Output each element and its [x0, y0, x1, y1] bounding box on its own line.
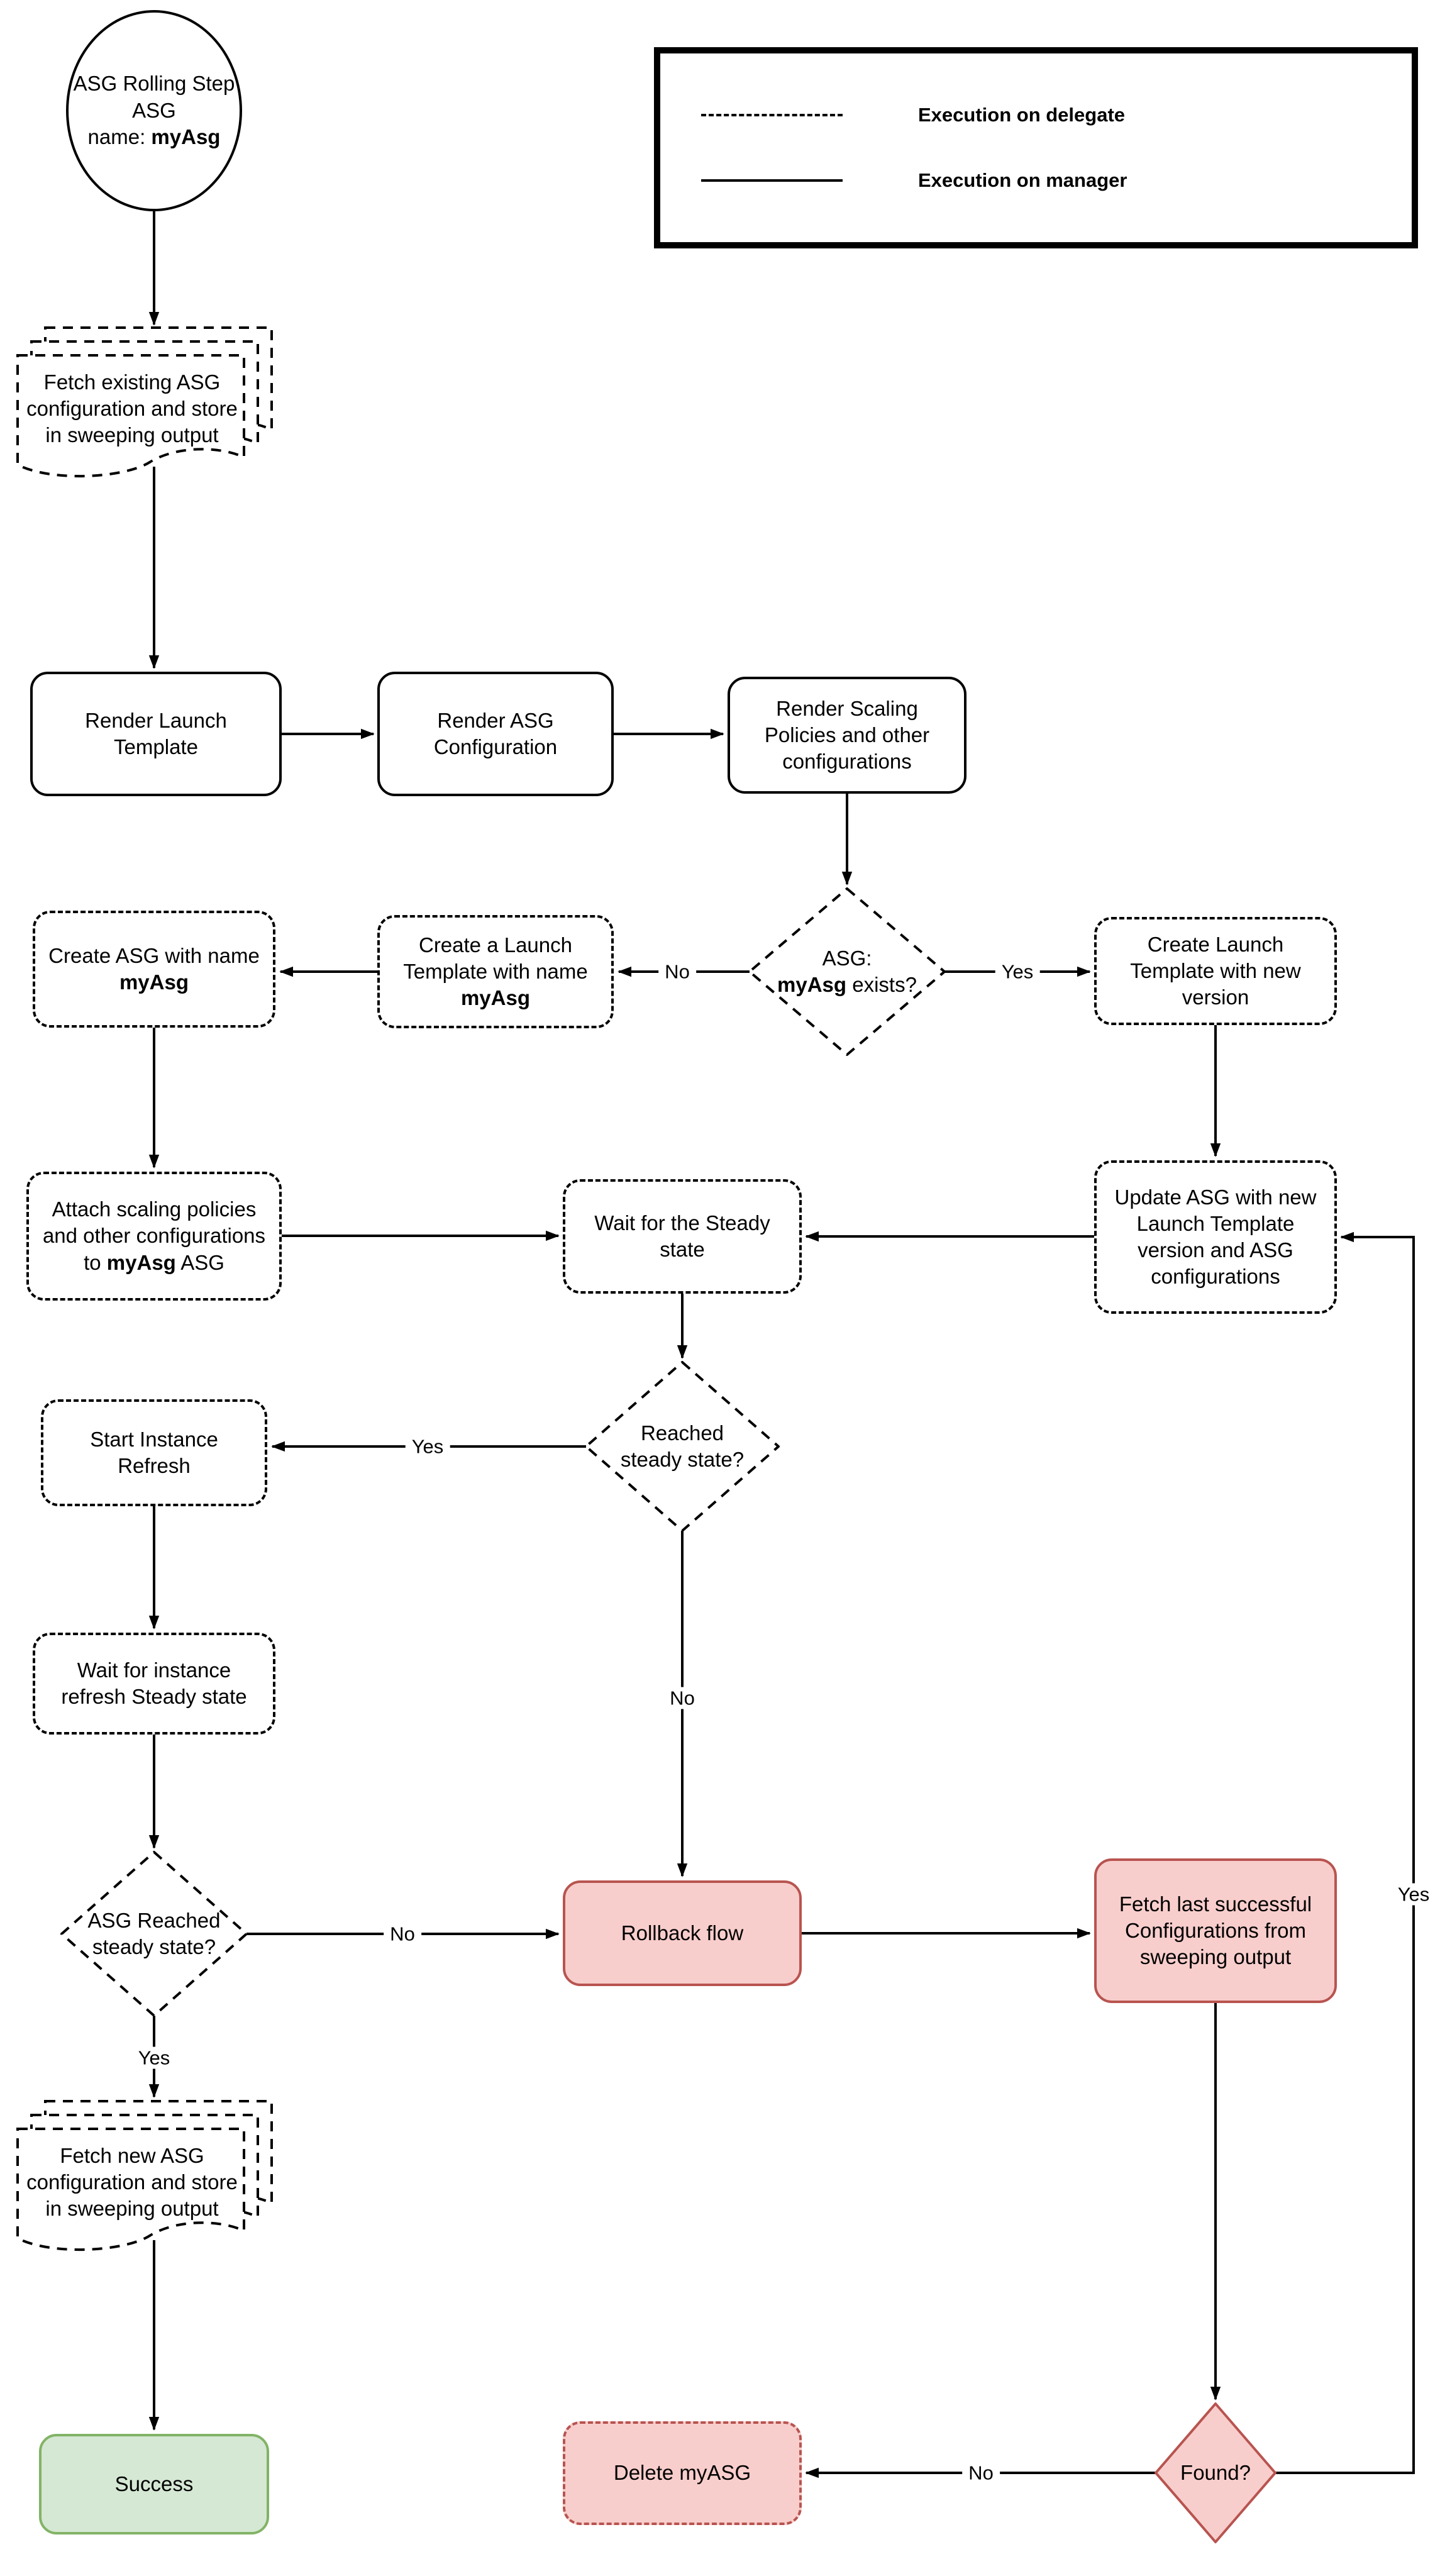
fetch-new-asg-node: Fetch new ASG configuration and store in sweeping output [26, 2143, 238, 2221]
edge-label-asg-reached-yes: Yes [132, 2047, 177, 2069]
fetch-new-doc-front [18, 2129, 244, 2250]
edge-label-found-yes: Yes [1392, 1884, 1436, 1906]
wait-instance-refresh-node: Wait for instance refresh Steady state [33, 1633, 275, 1735]
fetch-existing-doc-front [18, 355, 244, 476]
diamond-asg-reached-steady [62, 1852, 246, 2016]
render-asg-config-node: Render ASG Configuration [377, 672, 614, 796]
fetch-last-successful-node: Fetch last successful Configurations from sweeping output [1094, 1858, 1337, 2003]
dashed-line-sample [701, 114, 843, 116]
found-decision: Found? [1180, 2460, 1251, 2484]
create-lt-new-version-node: Create Launch Template with new version [1094, 917, 1337, 1025]
attach-scaling-node: Attach scaling policies and other configurations to myAsg ASG [26, 1172, 282, 1301]
render-launch-template-node: Render Launch Template [30, 672, 282, 796]
create-a-launch-template-node: Create a Launch Template with name myAsg [377, 915, 614, 1028]
legend-row-delegate [701, 104, 1412, 126]
edge-label-reached-no: No [663, 1687, 701, 1709]
edge-label-asg-reached-no: No [384, 1923, 421, 1945]
fetch-existing-node: Fetch existing ASG configuration and store in sweeping output [26, 370, 238, 447]
start-instance-refresh-node: Start Instance Refresh [41, 1399, 267, 1506]
edge-found-yes-to-update [1275, 1237, 1414, 2473]
rollback-flow-node: Rollback flow [563, 1880, 802, 1986]
legend-delegate-label: Execution on delegate [918, 104, 1126, 126]
render-scaling-node: Render Scaling Policies and other configurations [728, 677, 966, 794]
reached-steady-decision: Reached steady state? [620, 1421, 745, 1471]
solid-line-sample [701, 179, 843, 182]
edge-label-exists-no: No [658, 961, 696, 983]
delete-myasg-node: Delete myASG [563, 2421, 802, 2525]
diamond-reached-steady [586, 1362, 778, 1531]
update-asg-node: Update ASG with new Launch Template version and ASG configurations [1094, 1160, 1337, 1314]
edge-label-found-no: No [962, 2462, 1000, 2484]
legend-row-manager [701, 169, 1412, 192]
wait-steady-node: Wait for the Steady state [563, 1179, 802, 1294]
edge-label-exists-yes: Yes [995, 961, 1040, 983]
asg-exists-decision: ASG: myAsg exists? [777, 946, 917, 996]
legend [654, 47, 1418, 248]
edge-label-reached-yes: Yes [406, 1436, 450, 1458]
diamond-found [1156, 2404, 1275, 2542]
diamond-asg-exists [750, 889, 944, 1055]
create-asg-node: Create ASG with name myAsg [33, 911, 275, 1028]
success-node: Success [39, 2434, 269, 2534]
asg-reached-steady-decision: ASG Reached steady state? [87, 1908, 221, 1958]
start-node: ASG Rolling Step ASG name: myAsg [66, 10, 242, 211]
legend-manager-label: Execution on manager [918, 169, 1127, 191]
